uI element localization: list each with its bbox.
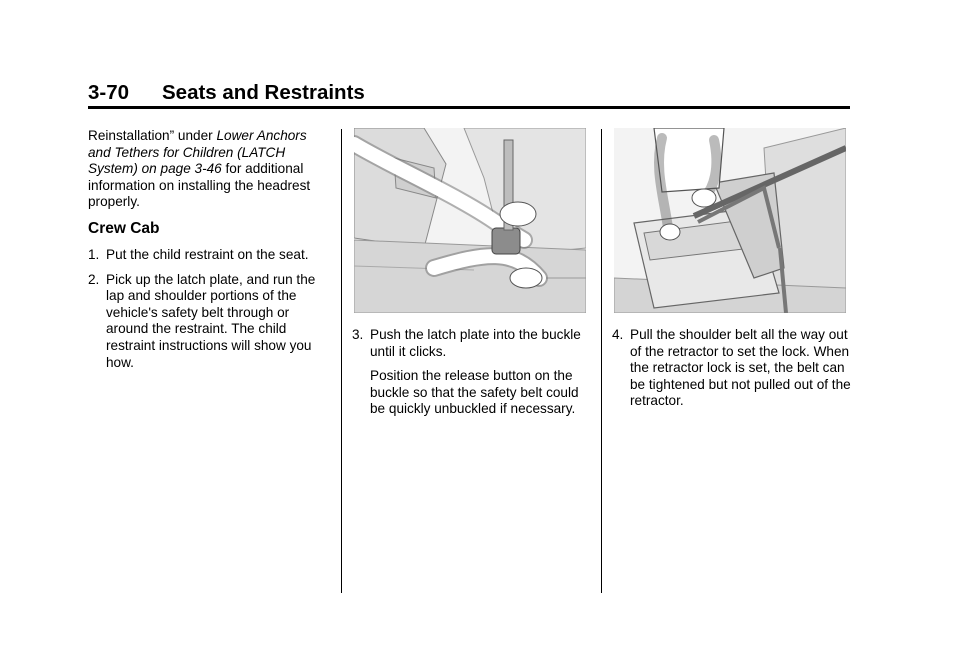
list-item (88, 272, 330, 372)
column-divider (341, 129, 342, 593)
column-divider (601, 129, 602, 593)
step-number: 1. (88, 246, 100, 262)
column-2 (352, 128, 592, 418)
step-text: Pull the shoulder belt all the way out of the retractor to set the lock. When the retractor lock is set, the belt can be tightened but not pulled out of the retractor. (630, 327, 851, 409)
intro-text: for additional information on installing the headrest properly. (88, 161, 311, 210)
intro-paragraph (88, 128, 330, 211)
page-number: 3-70 (88, 81, 130, 104)
cross-reference: Lower Anchors and Tethers for Children (LATCH System) on page 3-46 (88, 128, 307, 177)
step-number: 2. (88, 271, 100, 287)
list-item (612, 327, 852, 410)
column-3 (612, 128, 852, 418)
section-heading: Crew Cab (88, 219, 160, 237)
retractor-illustration (614, 128, 846, 313)
step-text: Pick up the latch plate, and run the lap and shoulder portions of the vehicle's safety belt through or around the restraint. The child restraint instructions will show you how. (106, 271, 316, 370)
list-item (88, 247, 330, 264)
step-text: Put the child restraint on the seat. (106, 246, 309, 262)
section-title: Seats and Restraints (162, 81, 365, 104)
list-item (352, 327, 592, 360)
step-number: 3. (352, 327, 364, 342)
buckle-illustration (354, 128, 586, 313)
intro-text: Reinstallation” under (88, 128, 217, 143)
step-number: 4. (612, 327, 624, 342)
step-note: Position the release button on the buckle so that the safety belt could be quickly unbuckled if necessary. (370, 368, 579, 417)
step-text: Push the latch plate into the buckle until it clicks. (370, 327, 581, 359)
column-1 (88, 128, 330, 379)
page-header (88, 80, 850, 109)
